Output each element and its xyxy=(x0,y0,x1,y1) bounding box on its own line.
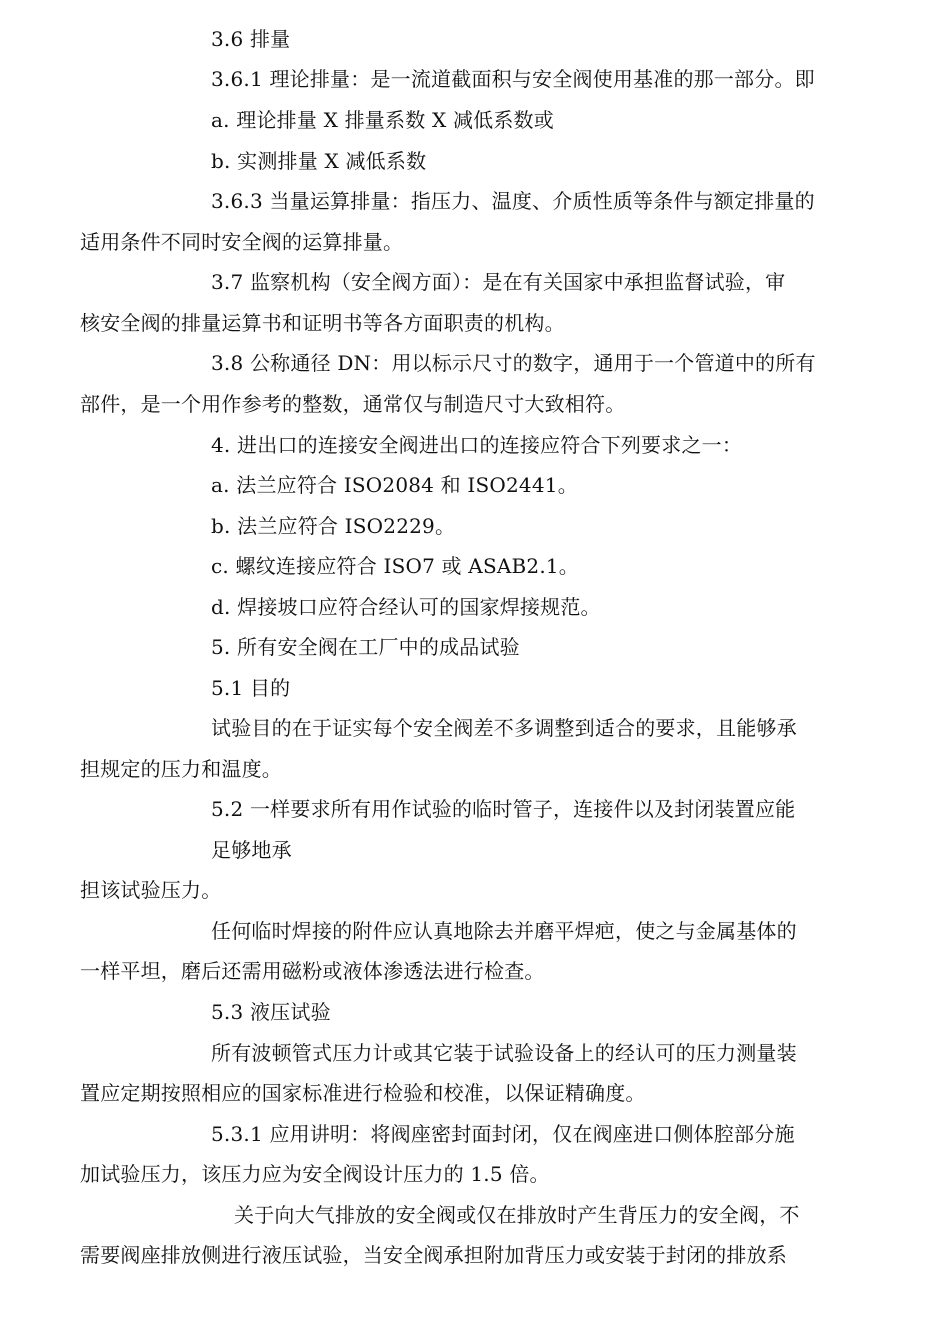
paragraph-gauge-cont: 置应定期按照相应的国家标准进行检验和校准，以保证精确度。 xyxy=(80,1081,646,1105)
heading-3-6: 3.6 排量 xyxy=(211,27,291,51)
paragraph-5-2-end: 担该试验压力。 xyxy=(80,878,222,902)
list-item-a-formula: a. 理论排量 X 排量系数 X 减低系数或 xyxy=(211,108,554,132)
paragraph-5-2: 5.2 一样要求所有用作试验的临时管子，连接件以及封闭装置应能 xyxy=(211,797,796,821)
paragraph-5-3-1-cont: 加试验压力，该压力应为安全阀设计压力的 1.5 倍。 xyxy=(80,1162,550,1186)
paragraph-5-2-cont: 足够地承 xyxy=(211,838,292,862)
paragraph-3-6-3: 3.6.3 当量运算排量：指压力、温度、介质性质等条件与额定排量的 xyxy=(211,189,815,213)
heading-5-3: 5.3 液压试验 xyxy=(211,1000,331,1024)
paragraph-atmosphere-cont: 需要阀座排放侧进行液压试验，当安全阀承担附加背压力或安装于封闭的排放系 xyxy=(80,1243,787,1267)
heading-5-1: 5.1 目的 xyxy=(211,676,291,700)
paragraph-weld: 任何临时焊接的附件应认真地除去并磨平焊疤，使之与金属基体的 xyxy=(211,919,797,943)
paragraph-gauge: 所有波顿管式压力计或其它装于试验设备上的经认可的压力测量装 xyxy=(211,1041,797,1065)
list-item-a-flange: a. 法兰应符合 ISO2084 和 ISO2441。 xyxy=(211,473,578,497)
list-item-b-formula: b. 实测排量 X 减低系数 xyxy=(211,149,427,173)
heading-5: 5. 所有安全阀在工厂中的成品试验 xyxy=(211,635,520,659)
paragraph-3-8: 3.8 公称通径 DN：用以标示尺寸的数字，通用于一个管道中的所有 xyxy=(211,351,816,375)
paragraph-atmosphere: 关于向大气排放的安全阀或仅在排放时产生背压力的安全阀，不 xyxy=(234,1203,800,1227)
paragraph-3-7-cont: 核安全阀的排量运算书和证明书等各方面职责的机构。 xyxy=(80,311,565,335)
paragraph-weld-cont: 一样平坦，磨后还需用磁粉或液体渗透法进行检查。 xyxy=(80,959,545,983)
paragraph-3-7: 3.7 监察机构（安全阀方面）：是在有关国家中承担监督试验，审 xyxy=(211,270,786,294)
paragraph-3-6-3-cont: 适用条件不同时安全阀的运算排量。 xyxy=(80,230,404,254)
list-item-d-weld: d. 焊接坡口应符合经认可的国家焊接规范。 xyxy=(211,595,601,619)
paragraph-5-3-1: 5.3.1 应用讲明：将阀座密封面封闭，仅在阀座进口侧体腔部分施 xyxy=(211,1122,795,1146)
list-item-c-thread: c. 螺纹连接应符合 ISO7 或 ASAB2.1。 xyxy=(211,554,580,578)
paragraph-3-8-cont: 部件，是一个用作参考的整数，通常仅与制造尺寸大致相符。 xyxy=(80,392,626,416)
heading-4: 4. 进出口的连接安全阀进出口的连接应符合下列要求之一： xyxy=(211,433,743,457)
paragraph-5-1-cont: 担规定的压力和温度。 xyxy=(80,757,282,781)
paragraph-3-6-1: 3.6.1 理论排量：是一流道截面积与安全阀使用基准的那一部分。即 xyxy=(211,67,815,91)
paragraph-5-1: 试验目的在于证实每个安全阀差不多调整到适合的要求，且能够承 xyxy=(211,716,797,740)
list-item-b-flange: b. 法兰应符合 ISO2229。 xyxy=(211,514,456,538)
